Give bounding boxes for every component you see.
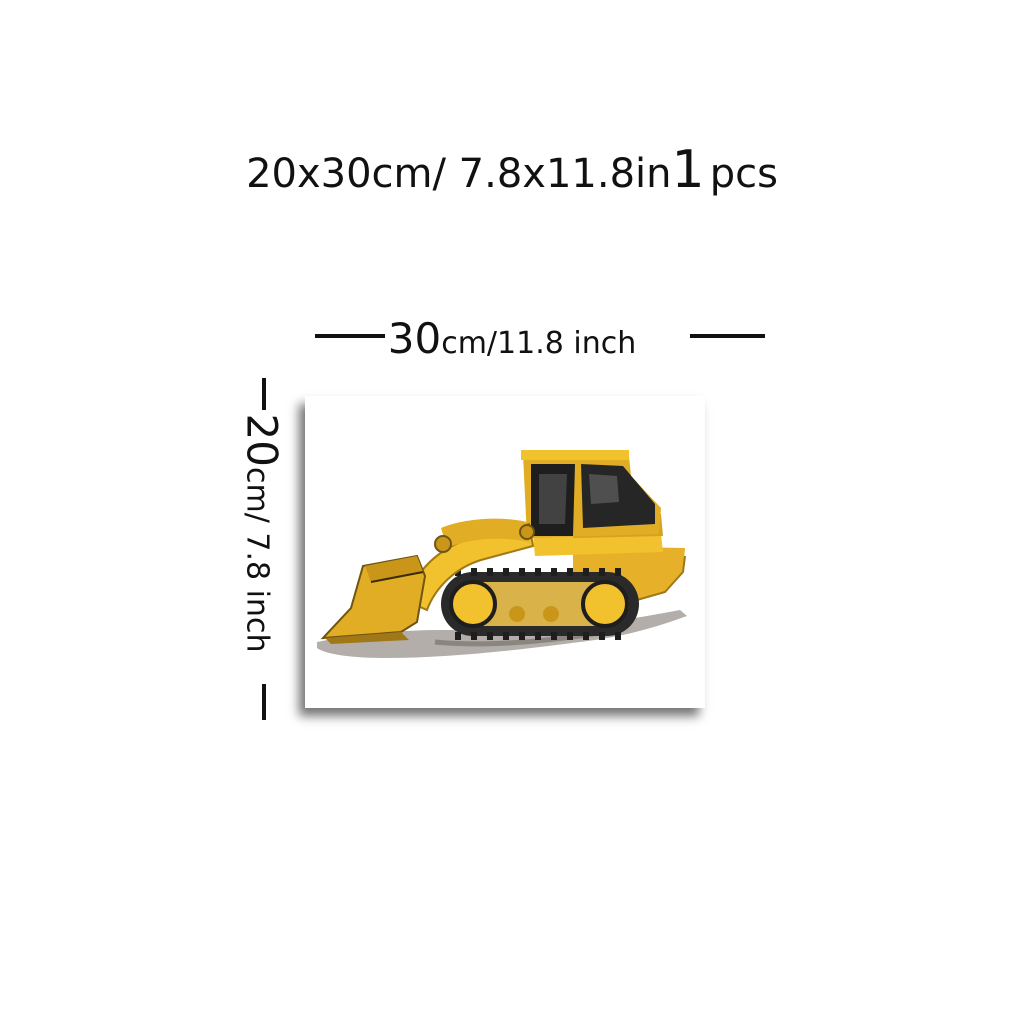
height-label [238,414,287,653]
width-label [0,314,1024,363]
quantity-number: 1 [671,140,705,200]
quantity-unit: pcs [709,151,778,197]
canvas-print [305,396,705,708]
height-unit: cm/ 7.8 inch [239,466,275,653]
width-value: 30 [387,314,442,363]
size-text: 20x30cm/ 7.8x11.8in [246,151,672,197]
height-line-top [262,378,266,410]
loader-bulldozer-icon [305,396,705,708]
height-value: 20 [237,413,287,467]
height-line-bottom [262,684,266,720]
width-unit: cm/11.8 inch [441,326,637,361]
size-title [0,140,1024,200]
